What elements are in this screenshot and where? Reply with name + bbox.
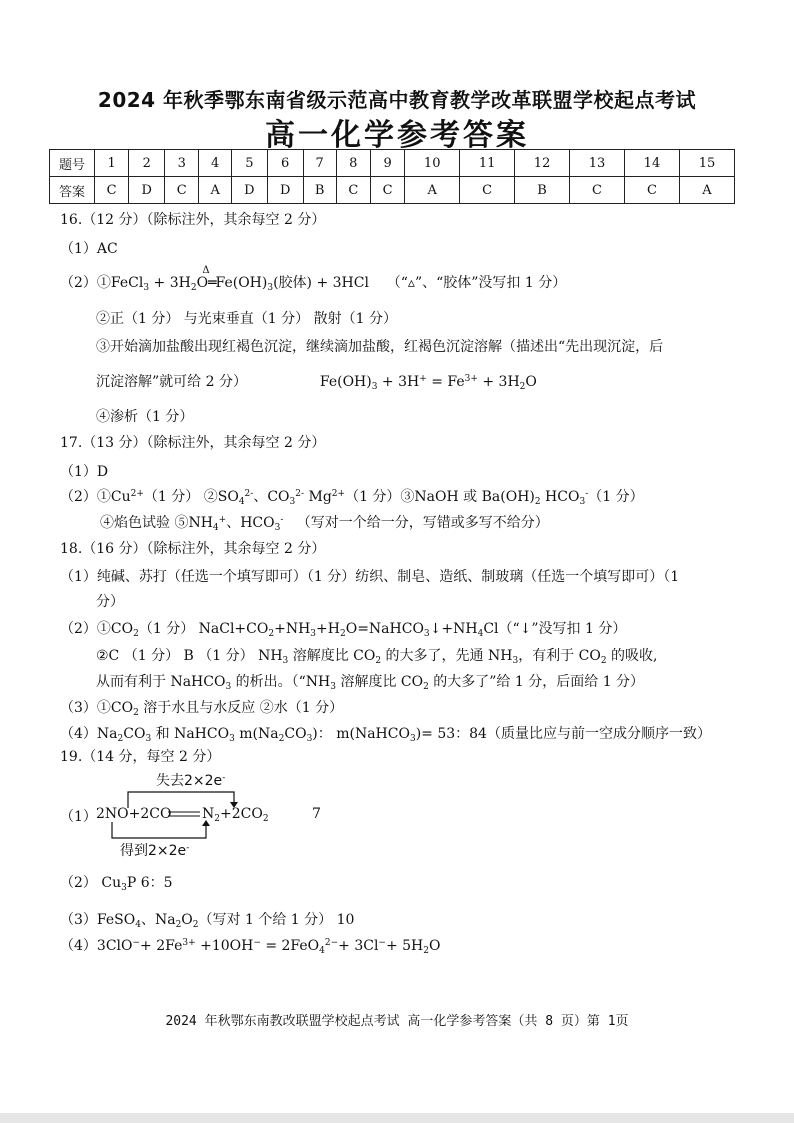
answer-cell: C (370, 177, 404, 204)
q19-part1-answer: 7 (312, 806, 321, 822)
question-number: 4 (199, 150, 232, 177)
answer-cell: C (624, 177, 679, 204)
question-number: 2 (129, 150, 165, 177)
question-number: 5 (231, 150, 267, 177)
answer-cell: A (679, 177, 734, 204)
bottom-scroll-bar (0, 1113, 794, 1123)
q16-part2-2: ②正（1 分） 与光束垂直（1 分） 散射（1 分） (96, 311, 397, 327)
answer-cell: D (129, 177, 165, 204)
row-label-answer: 答案 (50, 177, 95, 204)
q17-heading: 17.（13 分）（除标注外，其余每空 2 分） (60, 435, 326, 451)
q18-part2-2: ②C （1 分） B （1 分） $NH_3$ 溶解度比 $CO_2$ 的大多了，先通 $NH_3$，有利于 $CO_2$ 的吸收, (96, 648, 658, 666)
q17-part1: （1）D (60, 464, 109, 480)
q16-part2-3-line2: 沉淀溶解”就可给 2 分） $Fe(OH)_3 + 3H^+ = Fe^{3+} + 3H_2O$ (96, 374, 537, 392)
answer-cell: C (336, 177, 370, 204)
q18-heading: 18.（16 分）（除标注外，其余每空 2 分） (60, 541, 326, 557)
answer-cell: B (303, 177, 336, 204)
answer-cell: C (165, 177, 199, 204)
question-number: 7 (303, 150, 336, 177)
question-number: 13 (570, 150, 625, 177)
q18-part1-line1: （1）纯碱、苏打（任选一个填写即可）（1 分）纺织、制皂、造纸、制玻璃（任选一个填写即可）（1 (60, 569, 680, 585)
question-number: 11 (460, 150, 515, 177)
answer-cell: C (460, 177, 515, 204)
q16-part2-equation: （2）①FeCl$_3$ + $3H_2O═$ Δ $Fe(OH)_3$(胶体) + 3HCl （“▵”、“胶体”没写扣 1 分） (60, 265, 567, 293)
redox-equation-left: 2NO+2CO (96, 806, 172, 822)
answer-row (50, 177, 735, 204)
q18-part4: $(4)Na_2CO_3$ 和 NaHCO$_3$ $m(Na_2CO_3)$： m(NaHCO$_3$)= 53：84（质量比应与前一空成分顺序一致） (60, 726, 711, 744)
question-number: 14 (624, 150, 679, 177)
answer-cell: C (570, 177, 625, 204)
electrons-lost-label: 失去2×2e- (156, 773, 226, 789)
q19-heading: 19.（14 分，每空 2 分） (60, 749, 221, 765)
q18-part1-line2: 分） (96, 594, 124, 610)
answer-cell: D (267, 177, 303, 204)
q19-part1-label: （1） (60, 809, 97, 825)
q19-part3: （3）FeSO$_4$、$Na_2O_2$（写对 1 个给 1 分） 10 (60, 912, 355, 930)
row-label-question-number: 题号 (50, 150, 95, 177)
page-footer: 2024 年秋鄂东南教改联盟学校起点考试 高一化学参考答案（共 8 页）第 1页 (165, 1014, 629, 1029)
q16-part1: （1）AC (60, 241, 118, 257)
q17-part2: $(2)①Cu^{2+}(1$ 分） $②SO_4^{2-}$、$CO_3^{2-}$ $Mg^{2+}(1$ 分）③NaOH 或 $Ba(OH)_2$ $HCO_3^-(1$ 分） (60, 489, 644, 507)
q17-part2-cont: ④焰色试验 $⑤NH_4^+$、$HCO_3^-$ （写对一个给一分，写错或多写不给分） (100, 515, 549, 533)
multiple-choice-answer-table (49, 149, 735, 204)
question-number: 8 (336, 150, 370, 177)
electron-transfer-diagram (60, 770, 360, 860)
q18-part2: $(2)①CO_2(1$ 分） $NaCl+CO_2+NH_3+H_2O=NaHCO_3↓+NH_4Cl(“↓$”没写扣 1 分） (60, 621, 627, 639)
q16-part2-3-line1: ③开始滴加盐酸出现红褐色沉淀，继续滴加盐酸，红褐色沉淀溶解（描述出“先出现沉淀，后 (96, 339, 664, 355)
q16-heading: 16.（12 分）（除标注外，其余每空 2 分） (60, 212, 326, 228)
q16-part2-4: ④渗析（1 分） (96, 409, 194, 425)
question-number-row (50, 150, 735, 177)
question-number: 1 (95, 150, 129, 177)
answer-cell: A (199, 177, 232, 204)
answer-cell: A (405, 177, 460, 204)
answer-cell: D (231, 177, 267, 204)
q18-part3: $(3)①CO_2$ 溶于水且与水反应 ②水（1 分） (60, 700, 344, 718)
question-number: 6 (267, 150, 303, 177)
question-number: 3 (165, 150, 199, 177)
answer-key-title: 高一化学参考答案 (265, 118, 529, 153)
exam-title: 2024 年秋季鄂东南省级示范高中教育教学改革联盟学校起点考试 (97, 88, 697, 112)
q16-part2-note: （“▵”、“胶体”没写扣 1 分） (386, 275, 567, 291)
answer-cell: C (95, 177, 129, 204)
question-number: 12 (515, 150, 570, 177)
question-number: 10 (405, 150, 460, 177)
heat-condition: O═ Δ (196, 265, 216, 291)
redox-equation-right: $N_2+2CO_2$ (202, 806, 269, 824)
q18-part2-2-cont: 从而有利于 NaHCO$_3$ 的析出。（“$NH_3$ 溶解度比 $CO_2$ 的大多了”给 1 分，后面给 1 分） (96, 674, 645, 692)
q19-part2: （2） $Cu_3P$ 6：5 (60, 875, 173, 893)
answer-cell: B (515, 177, 570, 204)
electrons-gained-label: 得到2×2e- (120, 843, 190, 859)
gain-electron-bracket (112, 822, 206, 838)
question-number: 15 (679, 150, 734, 177)
q19-part4: $(4)3ClO^-+ 2Fe^{3+} +10OH^- = 2FeO_4^{2-}+ 3Cl^-+ 5H_2O$ (60, 938, 441, 956)
question-number: 9 (370, 150, 404, 177)
